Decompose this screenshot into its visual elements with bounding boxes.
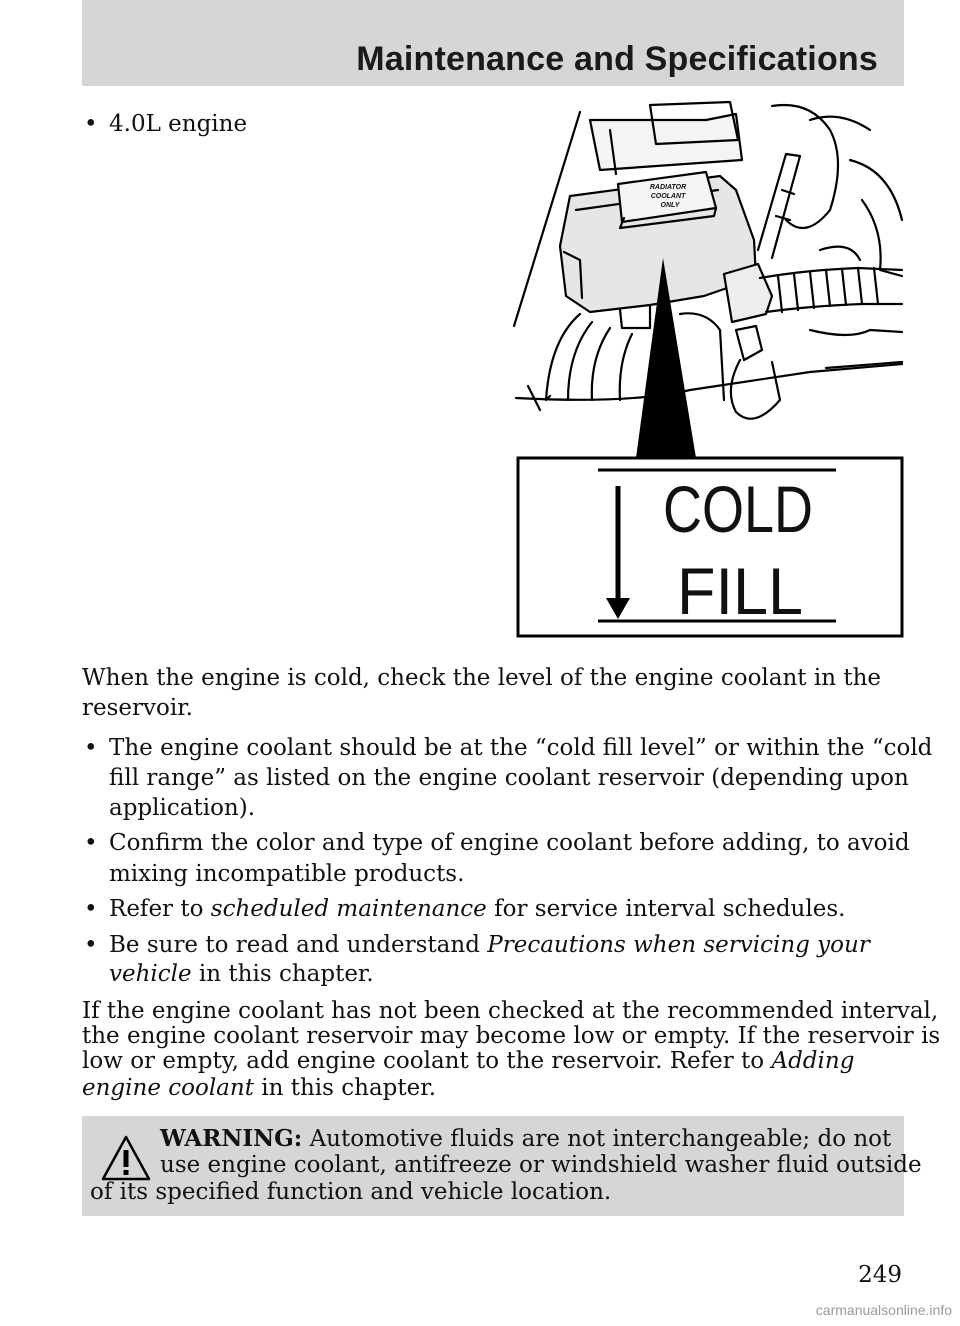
bullet-1-line3: application). xyxy=(109,795,256,821)
bullet-dot: • xyxy=(84,735,98,761)
para-line3-text: low or empty, add engine coolant to the reservoir. Refer to xyxy=(82,1048,772,1074)
header-band xyxy=(82,0,904,86)
adding-coolant-ref: Adding xyxy=(771,1048,855,1074)
adding-coolant-ref-cont: engine coolant xyxy=(82,1075,254,1101)
para-line3 xyxy=(82,1047,854,1076)
intro-line1: When the engine is cold, check the level of the engine coolant in the xyxy=(82,665,882,691)
cold-fill-label-line1: COLD xyxy=(663,472,813,546)
warning-text-1: Automotive fluids are not interchangeable; do not xyxy=(302,1126,892,1152)
bullet-3-pre: Refer to xyxy=(109,896,211,922)
para-line4 xyxy=(82,1074,436,1103)
bullet-1-line2: fill range” as listed on the engine coolant reservoir (depending upon xyxy=(109,765,909,791)
bullet-4-pre: Be sure to read and understand xyxy=(109,932,488,958)
para-line2: the engine coolant reservoir may become low or empty. If the reservoir is xyxy=(82,1023,941,1049)
warning-box xyxy=(82,1116,922,1216)
coolant-reservoir-illustration xyxy=(510,100,906,645)
warning-line1 xyxy=(160,1125,891,1153)
bullet-dot: • xyxy=(84,896,98,922)
bullet-2-line1: Confirm the color and type of engine coolant before adding, to avoid xyxy=(109,830,910,856)
bullet-2-line2: mixing incompatible products. xyxy=(109,861,465,887)
scheduled-maintenance-ref: scheduled maintenance xyxy=(210,896,487,922)
warning-line3: of its specified function and vehicle location. xyxy=(90,1179,612,1205)
bullet-1-line1: The engine coolant should be at the “cold fill level” or within the “cold xyxy=(109,735,933,761)
intro-line2: reservoir. xyxy=(82,695,193,721)
cap-label-line3: ONLY xyxy=(660,202,680,209)
warning-label: WARNING: xyxy=(160,1125,303,1152)
engine-bullet-text: 4.0L engine xyxy=(109,111,248,137)
cap-label-line1: RADIATOR xyxy=(649,184,687,191)
para-line4-text: in this chapter. xyxy=(253,1075,437,1101)
cap-label-line2: COOLANT xyxy=(650,193,686,200)
bullet-3-post: for service interval schedules. xyxy=(486,896,846,922)
section-title: Maintenance and Specifications xyxy=(356,40,878,78)
warning-line2: use engine coolant, antifreeze or windshield washer fluid outside xyxy=(160,1152,922,1178)
para-line1: If the engine coolant has not been checked at the recommended interval, xyxy=(82,998,939,1024)
bullet-4-line1 xyxy=(109,931,870,960)
bullet-dot: • xyxy=(84,111,98,137)
page-number: 249 xyxy=(858,1262,902,1288)
bullet-3-text xyxy=(109,895,845,924)
watermark: carmanualsonline.info xyxy=(815,1302,952,1318)
precautions-ref: Precautions when servicing your xyxy=(487,932,870,958)
bullet-4-post: in this chapter. xyxy=(191,961,374,987)
warning-triangle-icon xyxy=(100,1134,152,1182)
cold-fill-label-line2: FILL xyxy=(677,554,803,628)
bullet-dot: • xyxy=(84,830,98,856)
bullet-4-line2 xyxy=(109,960,374,989)
precautions-ref-cont: vehicle xyxy=(109,961,192,987)
bullet-dot: • xyxy=(84,932,98,958)
